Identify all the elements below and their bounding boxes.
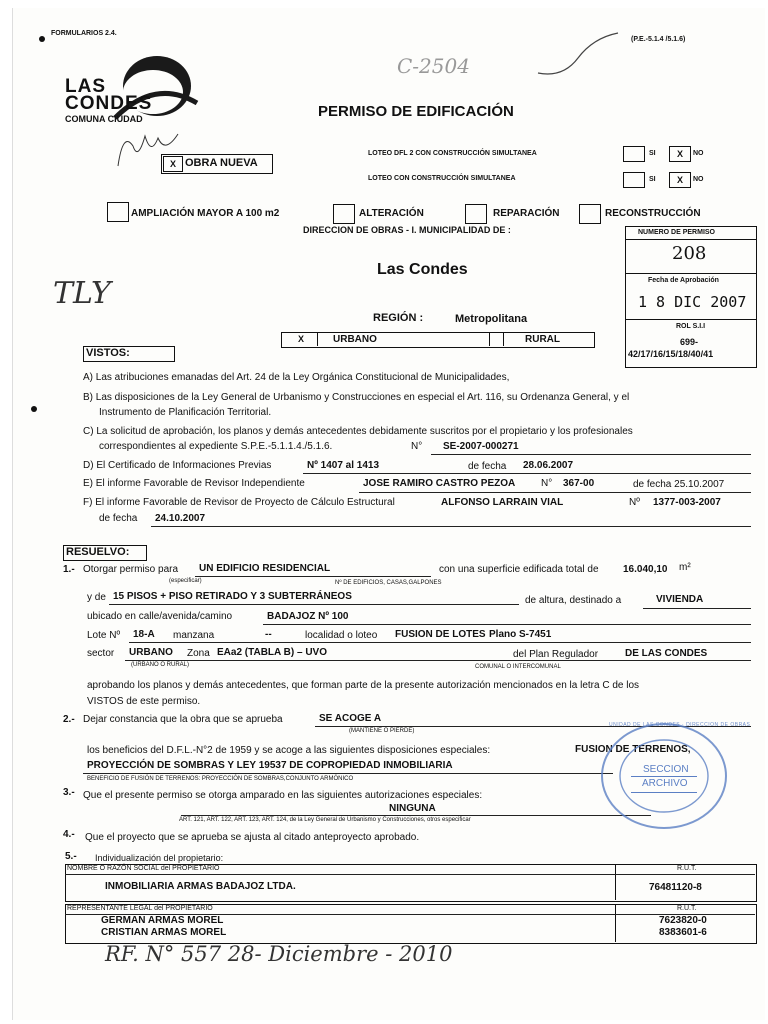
rep-rut-header: R.U.T. [677, 905, 697, 912]
vistos-d-underline [303, 473, 751, 474]
vistos-c-n-label: N° [411, 441, 423, 452]
vistos-heading: VISTOS: [83, 346, 175, 362]
stamp-line-top [631, 776, 697, 777]
rural-divider-2 [503, 332, 504, 346]
logo-line3: COMUNA CIUDAD [65, 114, 143, 124]
manzana-value: -- [265, 629, 272, 640]
vistos-d-value: Nº 1407 al 1413 [307, 460, 380, 471]
owner-rut-value: 76481120-8 [649, 882, 702, 893]
propietario-label: 5.- [65, 851, 77, 862]
direccion-label: DIRECCION DE OBRAS - I. MUNICIPALIDAD DE : [303, 225, 511, 235]
numero-permiso-value: 208 [672, 243, 707, 264]
rural-divider-1 [489, 332, 490, 346]
p2-line2: los beneficios del D.F.L.-N°2 de 1959 y se acoge a las siguientes disposiciones especiales: [87, 745, 491, 756]
rep1-rut: 7623820-0 [659, 915, 707, 926]
municipality-name: Las Condes [377, 261, 468, 278]
p1-unit: m² [679, 562, 691, 573]
document-title: PERMISO DE EDIFICACIÓN [318, 103, 514, 120]
loteo-no-checkbox[interactable]: X [669, 172, 691, 188]
binder-hole-mid [31, 406, 37, 412]
loteo-label: LOTEO CON CONSTRUCCIÓN SIMULTANEA [368, 175, 516, 182]
loteo-dfl-si-checkbox[interactable] [623, 146, 645, 162]
propietario-heading: Individualización del propietario: [95, 853, 224, 863]
loteo-dfl-no-label: NO [693, 150, 704, 157]
owner-name-header: NOMBRE O RAZÓN SOCIAL del PROPIETARIO [67, 865, 220, 872]
rol-value-1: 699- [680, 337, 699, 347]
numero-divider-2 [626, 273, 756, 274]
vistos-d-fecha-value: 28.06.2007 [523, 460, 574, 471]
p2-value: SE ACOGE A [319, 713, 382, 724]
p3-value: NINGUNA [389, 803, 436, 814]
plan-value: DE LAS CONDES [625, 648, 708, 659]
loteo-si-checkbox[interactable] [623, 172, 645, 188]
urbano-mark[interactable]: X [298, 334, 305, 344]
p1-underline [195, 576, 431, 577]
vistos-a: A) Las atribuciones emanadas del Art. 24 de la Ley Orgánica Constitucional de Municipalidades, [83, 372, 510, 383]
handwritten-initials: TLY [53, 276, 111, 311]
ubicado-underline [263, 624, 751, 625]
fecha-aprobacion-value: 1 8 DIC 2007 [638, 293, 747, 311]
aprobando-line2: VISTOS de este permiso. [87, 696, 201, 707]
p3-label: 3.- [63, 787, 75, 798]
vistos-e-n-label: N° [541, 478, 553, 489]
urbano-rural-note: (URBANO O RURAL) [131, 662, 190, 668]
localidad-value: FUSION DE LOTES [395, 629, 486, 640]
reconstruccion-checkbox[interactable] [579, 204, 601, 224]
p2-note2: BENEFICIO DE FUSIÓN DE TERRENOS: PROYECCIÓN DE SOMBRAS,CONJUNTO ARMÓNICO [87, 776, 354, 782]
localidad-label: localidad o loteo [305, 630, 378, 641]
vistos-d-fecha-label: de fecha [468, 461, 507, 472]
vistos-c-underline [431, 454, 751, 455]
lote-value: 18-A [133, 629, 155, 640]
logo-line1: LAS [65, 76, 106, 97]
ampliacion-checkbox[interactable] [107, 202, 129, 222]
reconstruccion-label: RECONSTRUCCIÓN [605, 208, 701, 219]
aprobando-line1: aprobando los planos y demás antecedentes, que forman parte de la presente autorización mencionados en la letra C de los [87, 680, 640, 691]
rol-value-2: 42/17/16/15/18/40/41 [628, 349, 714, 359]
handwritten-footer-note: RF. N° 557 28- Diciembre - 2010 [105, 942, 453, 966]
pisos-underline [109, 604, 519, 605]
region-value: Metropolitana [455, 313, 528, 325]
fecha-aprobacion-label: Fecha de Aprobación [648, 277, 719, 284]
binder-hole-top [39, 36, 45, 42]
vistos-f-fecha-label: de fecha [99, 513, 138, 524]
zona-label: Zona [187, 648, 210, 659]
vistos-c2: correspondientes al expediente S.P.E.-5.1.1.4./5.1.6. [99, 441, 333, 452]
rep1-name: GERMAN ARMAS MOREL [101, 915, 224, 926]
p2-label: 2.- [63, 714, 75, 725]
vistos-e-fecha: de fecha 25.10.2007 [633, 479, 725, 490]
p1-text: Otorgar permiso para [83, 564, 179, 575]
p2-text: Dejar constancia que la obra que se aprueba [83, 714, 283, 725]
owner-name-value: INMOBILIARIA ARMAS BADAJOZ LTDA. [105, 881, 296, 892]
rep-col-divider [615, 904, 616, 942]
reparacion-label: REPARACIÓN [493, 208, 560, 219]
las-condes-logo [65, 48, 195, 128]
obra-nueva-box [161, 154, 273, 174]
alteracion-label: ALTERACIÓN [359, 208, 424, 219]
rep2-rut: 8383601-6 [659, 927, 707, 938]
destino-underline [643, 608, 751, 609]
handwritten-top-number: C-2504 [397, 54, 470, 78]
sector-label: sector [87, 648, 115, 659]
vistos-c-n-value: SE-2007-000271 [443, 441, 519, 452]
p1-sup-value: 16.040,10 [623, 564, 668, 575]
sector-underline [125, 660, 751, 661]
rol-divider [626, 319, 756, 320]
destino-value: VIVIENDA [656, 594, 704, 605]
zona-value: EAa2 (TABLA B) – UVO [217, 647, 328, 658]
reparacion-checkbox[interactable] [465, 204, 487, 224]
vistos-f-n-label: Nº [629, 497, 640, 508]
stamp-line2: ARCHIVO [642, 778, 688, 789]
p1-sup-label: con una superficie edificada total de [439, 564, 599, 575]
lote-underline [129, 642, 751, 643]
manzana-label: manzana [173, 630, 215, 641]
p2-value2: FUSION DE TERRENOS, [575, 744, 691, 755]
ubicado-value: BADAJOZ Nº 100 [267, 611, 349, 622]
loteo-dfl-si-label: SI [649, 150, 656, 157]
loteo-dfl-no-checkbox[interactable]: X [669, 146, 691, 162]
p1-espec2: Nº DE EDIFICIOS, CASAS,GALPONES [335, 580, 442, 586]
document-page [12, 8, 765, 1020]
plan-label: del Plan Regulador [513, 649, 599, 660]
propietario-table [65, 864, 755, 954]
p1-label: 1.- [63, 564, 75, 575]
owner-rut-header: R.U.T. [677, 865, 697, 872]
stamp-line-bottom [631, 792, 697, 793]
numero-permiso-label: NUMERO DE PERMISO [638, 229, 716, 236]
p1-value: UN EDIFICIO RESIDENCIAL [199, 563, 331, 574]
vistos-f-value: ALFONSO LARRAIN VIAL [441, 497, 564, 508]
stamp-line1: SECCION [643, 764, 689, 775]
check-stroke-icon [533, 28, 623, 88]
vistos-d-label: D) El Certificado de Informaciones Previas [83, 460, 272, 471]
owner-header-divider [65, 874, 755, 875]
p1-espec: (especificar) [169, 578, 202, 584]
archive-stamp [599, 720, 751, 832]
vistos-c1: C) La solicitud de aprobación, los planos y demás antecedentes debidamente suscritos por el propietario y los profesionales [83, 426, 633, 437]
p4-text: Que el proyecto que se aprueba se ajusta al citado anteproyecto aprobado. [85, 832, 420, 843]
plano-value: Plano S-7451 [489, 629, 552, 640]
comunal-note: COMUNAL O INTERCOMUNAL [475, 664, 561, 670]
logo-line2: CONDES [65, 93, 153, 114]
numero-divider [626, 239, 756, 240]
rural-label: RURAL [525, 334, 560, 345]
obra-nueva-label: OBRA NUEVA [185, 157, 258, 169]
loteo-no-label: NO [693, 176, 704, 183]
y-de-label: y de [87, 592, 106, 603]
p3-underline [181, 815, 651, 816]
vistos-f-fecha-value: 24.10.2007 [155, 513, 206, 524]
stamp-ring-text: UNIDAD DE LAS CONDES · DIRECCION DE OBRAS [609, 722, 751, 728]
vistos-f-n-value: 1377-003-2007 [653, 497, 721, 508]
vistos-f-underline [151, 526, 751, 527]
ubicado-label: ubicado en calle/avenida/camino [87, 611, 233, 622]
urbano-divider [317, 332, 318, 346]
vistos-f-label: F) El informe Favorable de Revisor de Proyecto de Cálculo Estructural [83, 497, 395, 508]
obra-nueva-checkbox[interactable]: X [163, 156, 183, 172]
vistos-e-label: E) El informe Favorable de Revisor Independiente [83, 478, 305, 489]
p3-text: Que el presente permiso se otorga amparado en las siguientes autorizaciones especiales: [83, 790, 483, 801]
vistos-b1: B) Las disposiciones de la Ley General de Urbanismo y Construcciones en especial el Art. 116, su Ordenanza General, y el [83, 392, 630, 403]
rep-name-header: REPRESENTANTE LEGAL del PROPIETARIO [67, 905, 213, 912]
p2-value3-underline [83, 773, 613, 774]
form-code: (P.E.-5.1.4 /5.1.6) [631, 36, 686, 43]
urbano-label: URBANO [333, 334, 377, 345]
vistos-b2: Instrumento de Planificación Territorial. [99, 407, 272, 418]
owner-col-divider [615, 864, 616, 900]
rol-label: ROL S.I.I [676, 323, 706, 330]
pisos-value: 15 PISOS + PISO RETIRADO Y 3 SUBTERRÁNEOS [113, 591, 352, 602]
p4-label: 4.- [63, 829, 75, 840]
p2-value3: PROYECCIÓN DE SOMBRAS Y LEY 19537 DE COPROPIEDAD INMOBILIARIA [87, 760, 453, 771]
lote-label: Lote Nº [87, 630, 121, 641]
p3-note: ART. 121, ART. 122, ART. 123, ART. 124, de la Ley General de Urbanismo y Construcciones, otros especificar [179, 817, 471, 823]
form-label: FORMULARIOS 2.4. [51, 30, 117, 37]
rep2-name: CRISTIAN ARMAS MOREL [101, 927, 227, 938]
vistos-e-n-value: 367-00 [563, 478, 595, 489]
vistos-e-underline [359, 492, 751, 493]
sector-value: URBANO [129, 647, 173, 658]
loteo-dfl-label: LOTEO DFL 2 CON CONSTRUCCIÓN SIMULTANEA [368, 150, 537, 157]
ampliacion-label: AMPLIACIÓN MAYOR A 100 m2 [131, 208, 280, 219]
resuelvo-heading: RESUELVO: [63, 545, 147, 561]
vistos-e-value: JOSE RAMIRO CASTRO PEZOA [363, 478, 516, 489]
altura-label: de altura, destinado a [525, 595, 622, 606]
p2-note: (MANTIENE O PIERDE) [349, 728, 415, 734]
loteo-si-label: SI [649, 176, 656, 183]
permit-box [625, 226, 757, 368]
alteracion-checkbox[interactable] [333, 204, 355, 224]
region-label: REGIÓN : [373, 312, 424, 324]
